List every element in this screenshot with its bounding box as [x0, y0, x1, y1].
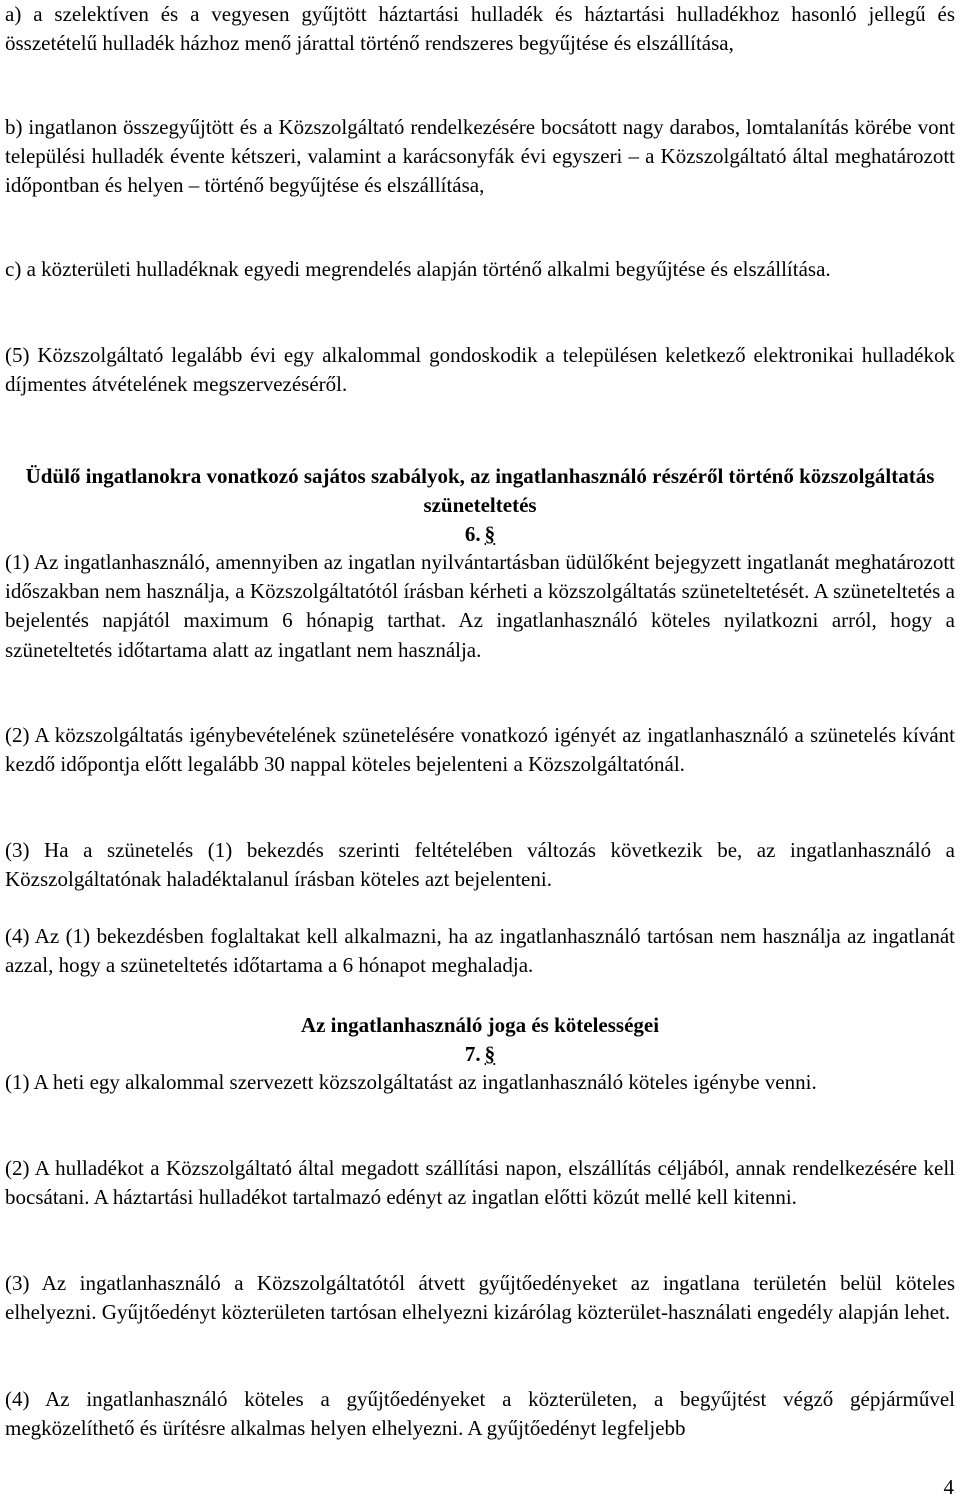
section-heading-uduio: Üdülő ingatlanokra vonatkozó sajátos szabályok, az ingatlanhasználó részéről történő közszolgáltatás szüneteltetés	[25, 464, 935, 518]
paragraph-6-2: (2) A közszolgáltatás igénybevételének szünetelésére vonatkozó igényét az ingatlanhasználó a szünetelés kívánt kezdő időpontja előtt legalább 30 nappal köteles bejelenteni a Közszolgáltatónál.	[5, 723, 955, 777]
section-number-text: 6.	[464, 522, 481, 546]
paragraph-sign-icon: §	[484, 1042, 496, 1066]
paragraph-7-4: (4) Az ingatlanhasználó köteles a gyűjtőedényeket a közterületen, a begyűjtést végző gépjárművel megközelíthető és ürítésre alkalmas helyen elhelyezni. A gyűjtőedényt legfeljebb	[5, 1387, 955, 1441]
paragraph-7-3: (3) Az ingatlanhasználó a Közszolgáltatótól átvett gyűjtőedényeket az ingatlana területén belül köteles elhelyezni. Gyűjtőedényt közterületen tartósan elhelyezni kizárólag közterület-használati engedély alapján lehet.	[5, 1271, 955, 1325]
paragraph-sign-icon: §	[484, 522, 496, 546]
paragraph-6-4: (4) Az (1) bekezdésben foglaltakat kell alkalmazni, ha az ingatlanhasználó tartósan nem használja az ingatlanát azzal, hogy a szüneteltetés időtartama a 6 hónapot meghaladja.	[5, 924, 955, 978]
paragraph-b: b) ingatlanon összegyűjtött és a Közszolgáltató rendelkezésére bocsátott nagy darabos, lomtalanítás körébe vont települési hulladék évente kétszeri, valamint a karácsonyfák évi egyszeri – a Közszolgáltató által meghatározott időpontban és helyen – történő begyűjtése és elszállítása,	[5, 115, 955, 198]
section-number-6	[5, 520, 955, 549]
paragraph-6-3: (3) Ha a szünetelés (1) bekezdés szerinti feltételében változás következik be, az ingatlanhasználó a Közszolgáltatónak haladéktalanul írásban köteles azt bejelenteni.	[5, 838, 955, 892]
paragraph-5: (5) Közszolgáltató legalább évi egy alkalommal gondoskodik a településen keletkező elektronikai hulladékok díjmentes átvételének megszervezéséről.	[5, 343, 955, 397]
section-number-text: 7.	[464, 1042, 481, 1066]
section-heading-jogok: Az ingatlanhasználó joga és kötelességei	[300, 1013, 660, 1037]
section-number-7	[5, 1040, 955, 1069]
paragraph-a: a) a szelektíven és a vegyesen gyűjtött háztartási hulladék és háztartási hulladékhoz hasonló jellegű és összetételű hulladék házhoz menő járattal történő rendszeres begyűjtése és elszállítása,	[5, 2, 955, 56]
paragraph-c: c) a közterületi hulladéknak egyedi megrendelés alapján történő alkalmi begyűjtése és elszállítása.	[5, 257, 831, 281]
paragraph-6-1: (1) Az ingatlanhasználó, amennyiben az ingatlan nyilvántartásban üdülőként bejegyzett ingatlanát meghatározott időszakban nem használja, a Közszolgáltatótól írásban kérheti a közszolgáltatás szüneteltetését. A szüneteltetés a bejelentés napjától maximum 6 hónapig tarthat. Az ingatlanhasználó köteles nyilatkozni arról, hogy a szüneteltetés időtartama alatt az ingatlant nem használja.	[5, 550, 955, 662]
paragraph-7-1: (1) A heti egy alkalommal szervezett közszolgáltatást az ingatlanhasználó köteles igénybe venni.	[5, 1070, 817, 1094]
paragraph-7-2: (2) A hulladékot a Közszolgáltató által megadott szállítási napon, elszállítás céljából, annak rendelkezésére kell bocsátani. A háztartási hulladékot tartalmazó edényt az ingatlan előtti közút mellé kell kitenni.	[5, 1156, 955, 1210]
page-number: 4	[943, 1475, 954, 1499]
